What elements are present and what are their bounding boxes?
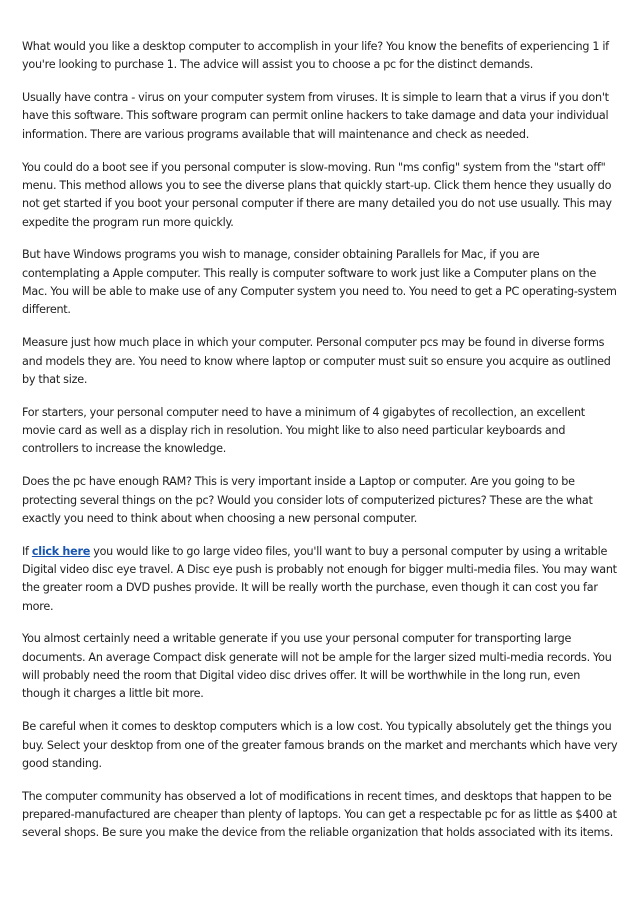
document-body xyxy=(22,38,618,857)
paragraph-video-files xyxy=(22,543,618,616)
paragraph-antivirus: Usually have contra - virus on your computer system from viruses. It is simple to learn that a virus if you don't have this software. This software program can permit online hackers to take damage and data your individual information. There are various programs available that will maintenance and check as needed. xyxy=(22,91,609,141)
paragraph-writable-drive: You almost certainly need a writable generate if you use your personal computer for transporting large documents. An average Compact disk generate will not be ample for the larger sized multi-media records. You will probably need the room that Digital video disc drives offer. It will be worthwhile in the long run, even though it charges a little bit more. xyxy=(22,632,612,701)
paragraph-video-files-after: you would like to go large video files, you'll want to buy a personal computer by using a writable Digital video disc eye travel. A Disc eye push is probably not enough for bigger multi-media files. You may want the greater room a DVD pushes provide. It will be really worth the purchase, even though it can cost you far more. xyxy=(22,544,617,613)
paragraph-parallels-mac: But have Windows programs you wish to manage, consider obtaining Parallels for Mac, if you are contemplating a Apple computer. This really is computer software to work just like a Computer plans on the Mac. You will be able to make use of any Computer system you need to. You need to get a PC operating-system different. xyxy=(22,248,617,317)
paragraph-desktop-intro: What would you like a desktop computer to accomplish in your life? You know the benefits of experiencing 1 if you're looking to purchase 1. The advice will assist you to choose a pc for the distinct demands. xyxy=(22,40,609,72)
paragraph-boot-check: You could do a boot see if you personal computer is slow-moving. Run "ms config" system from the "start off" menu. This method allows you to see the diverse plans that quickly start-up. Click them hence they usually do not get started if you boot your personal computer if there are many detailed you do not use usually. This may expedite the program run more quickly. xyxy=(22,160,612,229)
paragraph-low-cost-warning: Be careful when it comes to desktop computers which is a low cost. You typically absolutely get the things you buy. Select your desktop from one of the greater famous brands on the market and merchants which have very good standing. xyxy=(22,720,618,770)
paragraph-video-files-before: If xyxy=(22,544,32,558)
paragraph-measure-space: Measure just how much place in which your computer. Personal computer pcs may be found in diverse forms and models they are. You need to know where laptop or computer must suit so ensure you acquire as outlined by that size. xyxy=(22,336,611,386)
paragraph-ram: Does the pc have enough RAM? This is very important inside a Laptop or computer. Are you going to be protecting several things on the pc? Would you consider lots of computerized pictures? These are the what exactly you need to think about when choosing a new personal computer. xyxy=(22,475,593,525)
paragraph-memory-requirements: For starters, your personal computer need to have a minimum of 4 gigabytes of recollection, an excellent movie card as well as a display rich in resolution. You might like to also need particular keyboards and controllers to increase the knowledge. xyxy=(22,405,585,456)
click-here-link[interactable]: click here xyxy=(31,544,91,558)
paragraph-prices: The computer community has observed a lot of modifications in recent times, and desktops that happen to be prepared-manufactured are cheaper than plenty of laptops. You can get a respectable pc for as little as $400 at several shops. Be sure you make the device from the reliable organization that holds associated with its items. xyxy=(22,789,617,840)
